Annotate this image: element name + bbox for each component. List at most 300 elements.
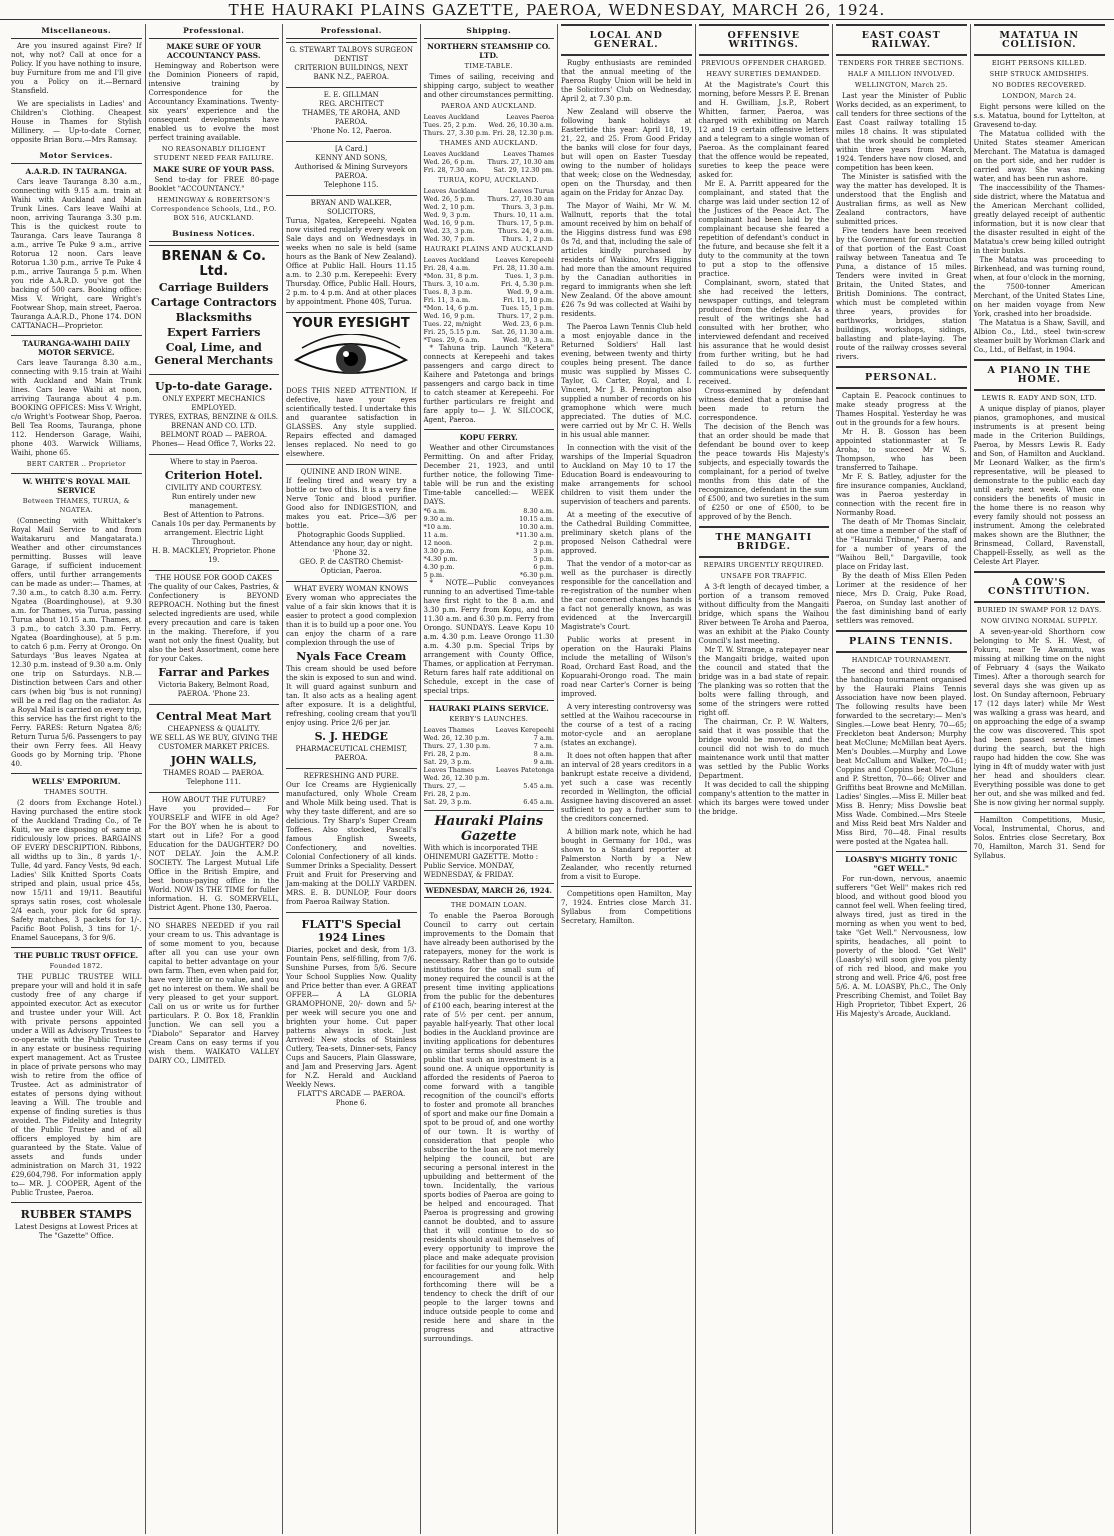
ad-body: The quality of our Cakes, Pastries, & Confectionery is BEYOND REPROACH. Nothing but the finest selected ingredients are used, while every precaution and care is taken in the making. Therefore, if you want not only the finest Quality, but also the best Assortment, come here for your Cakes. (148, 583, 279, 663)
timetable-row (424, 219, 555, 227)
ad-solicitors (286, 195, 417, 310)
ad-body: * Tahuna trip. Launch "Ketera" connects at Kerepeehi and takes passengers and cargo direct to Kaihere and Patetonga and brings passengers and cargo back in time to catch steamer at Kerepeehi. For further particulars re freight and fare apply to— J. W. SILCOCK, Agent, Paeroa. (423, 344, 554, 424)
ad-garage (149, 374, 280, 452)
timetable-cell: Wed. 30, 3 a.m. (502, 336, 554, 344)
article-subhead: UNSAFE FOR TRAFFIC. (720, 572, 807, 580)
ad-title: W. WHITE'S ROYAL MAIL SERVICE (22, 477, 130, 495)
timetable-cell: Leaves Thames (423, 726, 475, 734)
section-heading-motor-services: Motor Services. (11, 149, 142, 164)
timetable-cell: 10.30 a.m. (519, 523, 554, 531)
ad-line: Telephone 115. (324, 181, 379, 189)
ad-line: Cartage Contractors (150, 296, 277, 309)
timetable-cell: Wed. 26, 5 p.m. (423, 195, 475, 203)
ad-title: MAKE SURE OF YOUR ACCOUNTANCY PASS. (166, 42, 262, 60)
timetable-row (424, 734, 555, 742)
timetable-cell: *6.30 p.m. (519, 571, 554, 579)
section-heading-east-coast-railway: EAST COAST RAILWAY. (836, 24, 967, 56)
ad-line: Expert Farriers (167, 326, 261, 339)
timetable-cell: Leaves Turua (509, 187, 554, 195)
timetable-cell: Thurs. 3, 10 a.m. (423, 280, 480, 288)
timetable-cell: Thurs. 1, 2 p.m. (501, 235, 554, 243)
timetable-row (424, 563, 555, 571)
ad-body: Our Ice Creams are Hygienically manufactured, only Whole Cream and Whole Milk being used. That is why they taste different, and are so delicious. Try Sharp's Super Cream Toffees. Also stocked, Pascall's famous English Sweets, Confectionery, and novelties. Colonial Confectionery of all kinds. Summer Drinks a Speciality. Dessert Fruit and Fruit for Preserving and Jam-making at the DOLLY VARDEN. MRS. E. B. DUNLOP, Four doors from Paeroa Railway Station. (286, 781, 417, 906)
timetable-cell: Sat. 26, 11.30 a.m. (491, 328, 554, 336)
article-text: By the death of Miss Ellen Peden Lorimer at the residence of her niece, Mrs D. Craig, Puke Road, Paeroa, on Sunday last another of the fast diminishing band of early settlers was removed. (836, 572, 967, 625)
editorial-title: THE DOMAIN LOAN. (450, 901, 527, 909)
divider (11, 773, 142, 774)
article-subhead: NOW GIVING NORMAL SUPPLY. (980, 617, 1098, 625)
news-text: New Zealand will observe the following bank holidays at Eastertide this year: April 18, 19, 21, 22, and 25. From Good Friday the banks will close for four days, but will open on Easter Tuesday owing to the number of holidays that week; close on the Wednesday, open on the Thursday, and then again on the Friday for Anzac Day. (561, 108, 692, 197)
timetable-cell: Tues. 1, 3 p.m. (505, 272, 554, 280)
timetable-cell: Wed. 16, 9 p.m. (423, 219, 475, 227)
timetable-cell: Sat. 29, 3 p.m. (423, 758, 472, 766)
ad-line: REG. ARCHITECT (318, 100, 384, 108)
column-7 (833, 24, 971, 1534)
ad-future (149, 792, 280, 916)
timetable-cell: Leaves Patetonga (495, 766, 554, 774)
ad-title: BRENAN & Co. Ltd. (161, 249, 266, 279)
timetable-cell: 6 p.m. (533, 563, 554, 571)
news-paragraph (561, 636, 692, 699)
timetable-cell: Leaves Paeroa (506, 113, 554, 121)
news-text: The Paeroa Lawn Tennis Club held a most enjoyable dance in the Returned Soldiers' Hall last evening, between twenty and thirty couples being present. The dance music was supplied by Misses C. Taylor, G. Carter, Royal, and I. Vincent, Mr J. B. Pennington also supplied a number of records on his gramophone which were much appreciated. The duties of M.C. were carried out by Mr C. H. Wells in his usual able manner. (561, 323, 692, 439)
ad-line: NO REASONABLY DILIGENT STUDENT NEED FEAR FAILURE. (153, 145, 274, 162)
ad-body: This cream should be used before the skin is exposed to sun and wind. It will guard against sunburn and tan. It also acts as a healing agent after exposure. It is a delightful, refreshing, cooling cream that you'll enjoy using. Price 2/6 per jar. (286, 665, 417, 727)
ad-body: If feeling tired and weary try a bottle or two of this. It is a very fine Nerve Tonic and blood purifier. Good also for INDIGESTION, and makes you eat. Price—3/6 per bottle. (286, 477, 417, 530)
timetable-row (424, 758, 555, 766)
news-paragraph (561, 323, 692, 440)
timetable-row (424, 227, 555, 235)
timetable-row (424, 782, 555, 790)
column-6 (696, 24, 834, 1534)
ad-line: CHEAPNESS & QUALITY. (167, 725, 260, 733)
masthead: THE HAURAKI PLAINS GAZETTE, PAEROA, WEDNESDAY, MARCH 26, 1924. (0, 0, 1114, 20)
ad-title: NORTHERN STEAMSHIP CO. LTD. (427, 42, 551, 60)
ad-subtitle: THAMES SOUTH. (44, 788, 109, 796)
notice (974, 816, 1106, 861)
timetable-cell: Fri. 28, 4 a.m. (423, 264, 471, 272)
ad-footer: FLATT'S ARCADE — PAEROA. Phone 6. (297, 1090, 406, 1107)
ad-title: KOPU FERRY. (459, 433, 518, 442)
article-dateline: LONDON, March 24. (1002, 92, 1077, 100)
notice-text: Are you insured against Fire? If not, why not? Call at once for a Policy. If you have nothing to insure, buy Furniture from me and I'll give you a Policy on it.—Bernard Stansfield. (11, 42, 142, 95)
timetable-cell: Leaves Auckland (423, 150, 480, 158)
article-dateline: WELLINGTON, March 25. (854, 81, 948, 89)
timetable-cell: *Mon. 14, 6 p.m. (423, 304, 479, 312)
divider (11, 947, 142, 948)
news-text: A very interesting controversy was settled at the Waihou racecourse in the course of a test of a racing motor-cycle and an aeroplane (states an exchange). (561, 703, 692, 747)
news-text: A billion mark note, which he had bought in Germany for 10d., was shown to a Standard reporter at Palmerston North by a New Zealander, who recently returned from a visit to Europe. (561, 828, 692, 881)
timetable-cell: Wed. 30, 7 p.m. (423, 235, 475, 243)
timetable-cell: Sat. 29, 3 p.m. (423, 798, 472, 806)
article (974, 394, 1106, 567)
ad-title: WHAT EVERY WOMAN KNOWS (293, 585, 409, 593)
section-heading-business: Business Notices. (149, 227, 280, 242)
timetable-row (424, 288, 555, 296)
ad-subtitle: TIME-TABLE. (464, 62, 513, 70)
timetable-row (424, 187, 555, 195)
timetable-cell: Wed. 16, 9 p.m. (423, 312, 475, 320)
article-subhead: REPAIRS URGENTLY REQUIRED. (703, 561, 824, 569)
timetable-row (424, 129, 555, 137)
divider (424, 700, 555, 701)
article (974, 606, 1106, 808)
timetable-cell: Wed. 9, 9 a.m. (507, 288, 554, 296)
column-5 (558, 24, 696, 1534)
ad-where-to-stay (149, 454, 280, 568)
timetable-cell: Thurs. 27, 10.30 am (487, 195, 554, 203)
ad-cta: MAKE SURE OF YOUR PASS. (153, 165, 275, 174)
timetable-row (424, 121, 555, 129)
timetable-row (424, 166, 555, 174)
timetable-cell: Wed. 26, 10.30 a.m. (488, 121, 554, 129)
ad-line: Victoria Bakery, Belmont Road, PAEROA. 'Phone 23. (158, 681, 270, 698)
timetable-cell: 3 p.m. (533, 547, 554, 555)
news-paragraph (561, 202, 692, 319)
notice-text: We are specialists in Ladies' and Children's Clothing. Cheapest House in Thames for Stylish Millinery. — Up-to-date Corner, opposite Brian Boru.—Mrs Ramsay. (11, 100, 142, 144)
ad-refreshing (286, 768, 417, 910)
ad-body: Send to-day for FREE 80-page Booklet "ACCOUNTANCY." (148, 176, 279, 193)
timetable-row (424, 235, 555, 243)
ad-public-trust (11, 951, 142, 1198)
ad-title: WELLS' EMPORIUM. (32, 777, 121, 786)
timetable-row (424, 150, 555, 158)
timetable-cell: 5.45 a.m. (523, 782, 554, 790)
ad-line: Blacksmiths (175, 311, 252, 324)
ad-line: Coal, Lime, and General Merchants (154, 341, 273, 367)
ad-title: A.A.R.D. IN TAURANGA. (25, 167, 127, 176)
timetable-row (424, 798, 555, 806)
article-subhead: NO BODIES RECOVERED. (992, 81, 1087, 89)
ad-body: Weather and other Circumstances Permitting. On and after Friday, December 21, 1923, and until further notice, the following Time-table will be run and the existing Time-table cancelled:— WEEK DAYS. (423, 444, 554, 506)
news-text: At a meeting of the executive of the Cathedral Building Committee, preliminary sketch plans of the proposed Nelson Cathedral were approved. (561, 511, 692, 555)
ad-dairy (149, 918, 280, 1069)
timetable-turua (424, 187, 555, 243)
ad-body: Hemingway and Robertson were the Dominion Pioneers of rapid, intensive training by Correspondence for the Accountancy Examinations. Twenty-six years' experience and the consequent developments have enabled us to evolve the most perfect training available. (148, 62, 279, 142)
ad-brenan (149, 245, 280, 372)
article-text: It was decided to call the shipping company's attention to the matter in which its barges were towed under the bridge. (698, 781, 829, 816)
article-subhead: SHIP STRUCK AMIDSHIPS. (989, 70, 1089, 78)
timetable-row (424, 113, 555, 121)
article-text: Mr T. W. Strange, a ratepayer near the Mangaiti bridge, waited upon the council and stated that the bridge was in a bad state of repair. The planking was so rotten that the bolts were falling through, and some of the stringers were rotted right off. (698, 646, 829, 717)
ad-rubber-stamps (11, 1202, 142, 1244)
timetable-cell: 11 a.m. (423, 531, 449, 539)
ad-line: H. B. MACKLEY, Proprietor. Phone 19. (151, 547, 276, 564)
divider (424, 810, 555, 811)
section-heading-piano: A PIANO IN THE HOME. (974, 359, 1106, 391)
ad-tonic (836, 855, 967, 1019)
timetable-paeroa (424, 113, 555, 137)
news-text: It does not often happen that after an interval of 28 years creditors in a bankrupt estate receive a dividend, yet such a case was recently recorded in Wellington, the official Assignee having discovered an asset sufficient to pay a further sum to the creditors concerned. (561, 752, 692, 823)
ad-line: Run entirely under new management. (171, 493, 256, 510)
section-heading-personal: PERSONAL. (836, 366, 967, 389)
timetable-cell: Leaves Auckland (423, 113, 480, 121)
article-text: A seven-year-old Shorthorn cow belonging to Mr S. H. West, of Pokuru, near Te Awamutu, was missing at milking time on the night of February 4 (says the Waikato Times). After a thorough search for several days she was given up as lost. On Sunday afternoon, February 17 (12 days later) while Mr West was walking a grass was heard, and on approaching the edge of a swamp the cow was discovered. This spot had been passed several times during the search, but the high raupo had hidden the cow. She was lying in 4ft of muddy water with just her head and shoulders clear. Everything possible was done to get her out, and she was milked and fed. She is now giving her normal supply. (973, 628, 1105, 807)
article-text: Cross-examined by defendant witness denied that a promise had been made to return the correspondence. (698, 387, 829, 422)
ad-title: HAURAKI PLAINS SERVICE. (428, 704, 549, 713)
ad-meat-mart (149, 704, 280, 790)
ad-line: CIVILITY AND COURTESY. (165, 484, 263, 492)
news-paragraph (561, 560, 692, 632)
timetable-cell: Fri. 28, 12.30 p.m. (492, 129, 554, 137)
ad-title: THE HOUSE FOR GOOD CAKES (155, 574, 273, 582)
timetable-cell: 8.30 a.m. (523, 507, 554, 515)
timetable-row (424, 742, 555, 750)
notice-text: Hamilton Competitions, Music, Vocal, Instrumental, Chorus, and Solos. Entries close Secretary, Box 70, Hamilton, March 31. Send for Syllabus. (973, 816, 1105, 860)
article (836, 656, 967, 847)
timetable-cell: Leaves Kerepeehi (495, 256, 554, 264)
article-text: A 3-ft length of decayed timber, a portion of a transom removed without difficulty from the Mangaiti bridge, which spans the Waihou River between Te Aroha and Paeroa, was an exhibit at the Piako County Council's last meeting. (698, 583, 829, 645)
timetable-cell: Wed. 9, 3 p.m. (423, 211, 471, 219)
timetable-cell: Leaves Thames (503, 150, 554, 158)
ad-title: Up-to-date Garage. (154, 380, 273, 393)
article-text: Captain E. Peacock continues to make steady progress at the Thames Hospital. Yesterday he was out in the grounds for a few hours. (836, 392, 967, 427)
notice (11, 42, 142, 96)
eye-icon (292, 334, 410, 384)
article-text: The Minister is satisfied with the way the matter has developed. It is understood that the English and Australian firms, as well as New Zealand contractors, have submitted prices. (836, 173, 967, 226)
editorial-body: To enable the Paeroa Borough Council to carry out certain improvements to the Domain that have already been authorised by the ratepayers, money for the work is necessary. Rather than go to outside institutions for the small sum of money required the council is at the present time inviting applications from the public for the debentures of £100 each, bearing interest at the rate of 5½ per cent. per annum, payable half-yearly. That other local bodies in the Auckland province are inviting applications for debentures on similar terms should assure the public that such an investment is a sound one. A unique opportunity is afforded the residents of Paeroa to come forward with a tangible recognition of the council's efforts to foster and promote all branches of sport and make our fine Domain a spot to be proud of, and one worthy of our town. It is worthy of consideration that people who subscribe to the loan are not merely helping the council, but are securing a personal interest in the upbuilding and betterment of the town. Incidentally, the various sports bodies of Paeroa are going to be helped and encouraged. That Paeroa is progressing and growing cannot be doubted, and to assure that it will continue to do so residents should avail themselves of every opportunity to improve the place and make adequate provision for facilities for our young folk. With encouragement and help forthcoming there will be a tendency to check the drift of our people to the larger towns and induce outside people to come and reside here and share in the progress and attractive surroundings. (423, 912, 554, 1343)
timetable-row (424, 158, 555, 166)
section-heading-professional: Professional. (149, 24, 280, 39)
timetable-cell: *6 a.m. (423, 507, 448, 515)
ad-subtitle: KERBY'S LAUNCHES. (449, 715, 529, 723)
ad-title: BRYAN AND WALKER, SOLICITORS, (310, 199, 392, 216)
news-paragraph (561, 108, 692, 198)
article-text: Last year the Minister of Public Works decided, as an experiment, to call tenders for three sections of the East Coast railway totalling 15 miles 18 chains. It was stipulated that the work should be completed within three years from March, 1924. Tenders have now closed, and competition has been keen. (836, 92, 967, 172)
section-heading-miscellaneous: Miscellaneous. (11, 24, 142, 39)
timetable-row (424, 523, 555, 531)
divider (561, 886, 692, 887)
gazette-dateline: WEDNESDAY, MARCH 26, 1924. (424, 883, 555, 898)
ad-title: LOASBY'S MIGHTY TONIC "GET WELL." (845, 855, 958, 873)
ad-every-woman (286, 581, 417, 766)
timetable-cell: *11.30 a.m. (515, 531, 554, 539)
ad-body: Times of sailing, receiving and shipping cargo, subject to weather and other circumstances permitting. (423, 73, 554, 99)
ad-line: Canals 10s per day. Permanents by arrangement. Electric Light Throughout. (151, 520, 276, 546)
timetable-cell: Wed. 2, 10 p.m. (423, 203, 475, 211)
ad-tauranga-waihi (11, 339, 142, 469)
news-footer (561, 890, 692, 926)
ad-title: YOUR EYESIGHT (292, 316, 410, 331)
article-text: Mr H. B. Gosson has been appointed stationmaster at Te Aroha, to succeed Mr W. S. Thompson, who has been transferred to Taihape. (836, 428, 967, 472)
news-paragraph (561, 828, 692, 882)
timetable-row (424, 195, 555, 203)
ad-title: HOW ABOUT THE FUTURE? (161, 796, 266, 804)
timetable-cell: Thurs. 27, — (423, 782, 466, 790)
timetable-cell: Fri. 11, 10 p.m. (502, 296, 554, 304)
ad-surveyors (286, 141, 417, 193)
ad-aard (11, 167, 142, 331)
column-2 (146, 24, 284, 1534)
ad-line: Authorised & Mining Surveyors PAEROA. (294, 163, 408, 180)
gazette-motto: With which is incorporated THE OHINEMURI GAZETTE. Motto : Public Service. MONDAY, WEDNESDAY, & FRIDAY. (423, 844, 539, 879)
timetable-row (424, 280, 555, 288)
timetable-row (424, 328, 555, 336)
timetable-row (424, 336, 555, 344)
timetable-row (424, 312, 555, 320)
timetable-row (424, 320, 555, 328)
article (699, 561, 830, 817)
section-heading-shipping: Shipping. (424, 24, 555, 39)
news-text: In connection with the visit of the warships of the Imperial Squadron to Auckland on May 10 to 17 the Education Board is endeavouring to make arrangements for school children to visit them under the supervision of teachers and parents. (561, 444, 692, 506)
timetable-cell: 5 p.m. (533, 555, 554, 563)
ad-northern-steamship (424, 42, 555, 425)
article-subhead: PREVIOUS OFFENDER CHARGED. (701, 59, 827, 67)
news-text: Rugby enthusiasts are reminded that the annual meeting of the Paeroa Rugby Union will be held in the Solicitors' Club on Wednesday, April 2, at 7.30 p.m. (561, 59, 692, 103)
gazette-nameplate: Hauraki Plains Gazette (434, 814, 544, 844)
article-text: A unique display of pianos, player pianos, gramophones, and musical instruments is at present being made in the Criterion Buildings, Paeroa, by Messrs Lewis R. Eady and Son, of Hamilton and Auckland. Mr Leonard Walker, as the firm's representative, will be pleased to demonstrate to the public each day until early next week. When one considers the benefits of music in the home there is no reason why every family should not possess an instrument. Among the celebrated makes shown are the Bluthner, the Brinsmead, Collard, Ravenstall, Chappell-Esselly, as well as the Celeste Art Player. (973, 405, 1105, 566)
timetable-cell: Sat. 29, 12.30 pm. (493, 166, 554, 174)
column-1 (8, 24, 146, 1534)
timetable-cell: Tues. 22, m/night (423, 320, 482, 328)
ad-kopu-ferry (424, 433, 555, 696)
timetable-cell: *10 a.m. (423, 523, 452, 531)
article-text: The decision of the Bench was that an order should be made that defendant be bound over to keep the peace towards His Majesty's subjects, and especially towards the complainant, for a period of twelve months from this date of the recognizance, defendant in the sum of £500, and two sureties in the sum of £250 or one of £500, to be approved of by the Bench. (698, 423, 829, 521)
ad-body: Turua, Ngatea, Kerepeehi. Ngatea now visited regularly every week on Sale days and on Wednesdays in weeks when no sale is held (same hours as the Bank of New Zealand). Office at Public Hall. Hours 11.15 a.m. to 2.30 p.m. Kerepeehi: Every Thursday. Office, Public Hall. Hours, 2 p.m. to 4 p.m. And at other places by appointment. Phone 40S, Turua. (286, 217, 417, 306)
timetable-row (424, 774, 555, 782)
timetable-cell: Fri. 4, 5.30 p.m. (500, 280, 554, 288)
timetable-row (424, 296, 555, 304)
timetable-row (424, 571, 555, 579)
timetable-row (424, 211, 555, 219)
timetable-cell: 7 a.m. (533, 742, 554, 750)
route-title: PAEROA AND AUCKLAND. (440, 102, 537, 110)
newspaper-columns (8, 24, 1108, 1534)
ad-title: E. E. GILLMAN (323, 91, 379, 99)
ad-architect (286, 87, 417, 139)
divider (11, 335, 142, 336)
ad-line: BELMONT ROAD — PAEROA. (160, 431, 267, 439)
ad-title: FLATT'S Special 1924 Lines (301, 918, 401, 944)
ad-body: Cars leave Tauranga 8.30 a.m., connecting with 9.15 a.m. train at Waihi with Auckland and Main Trunk Lines. Cars leave Waihi at noon, arriving Tauranga 3.30 p.m. This is the quickest route to Tauranga. Cars leave Tauranga 8 a.m., arrive Te Puke 9 a.m., arrive Rotorua 12 noon. Cars leave Rotorua 1.30 p.m., arrive Te Puke 4 p.m., arrive Tauranga 5 p.m. When you ride A.A.R.D. you've got the backing of 500 cars. Booking office: Miss V. Wright, care Wright's Footwear Shop, main street, Paeroa. Tauranga A.A.R.D., Phone 174. DON CATTANACH—Proprietor. (11, 178, 142, 330)
divider (836, 851, 967, 852)
timetable-cell: Wed. 26, 12.30 p.m. (423, 774, 490, 782)
timetable-cell: Wed. 26, 12.30 p.m. (423, 734, 490, 742)
timetable-row (424, 507, 555, 515)
timetable-thames (424, 150, 555, 174)
timetable-cell: Tues. 8, 3 p.m. (423, 288, 473, 296)
section-heading-mangaiti-bridge: THE MANGAITI BRIDGE. (699, 526, 830, 558)
route-title: THAMES AND AUCKLAND. (439, 139, 538, 147)
ad-line: TYRES, EXTRAS, BENZINE & OILS. (149, 413, 279, 421)
ad-firm: HEMINGWAY & ROBERTSON'S Correspondence Schools, Ltd., P.O. BOX 516, AUCKLAND. (150, 196, 277, 222)
ad-subtitle: Latest Designs at Lowest Prices at The "Gazette" Office. (14, 1223, 138, 1240)
ad-subtitle: Between THAMES, TURUA, & NGATEA. (22, 497, 130, 514)
ad-line: JOHN WALLS, (170, 754, 257, 767)
timetable-row (424, 750, 555, 758)
ad-accountancy (149, 42, 280, 223)
article (699, 59, 830, 522)
article-text: Mr E. A. Parritt appeared for the complainant, and stated that the charge was laid under section 12 of the Justices of the Peace Act. The complainant had been laid by the complainant because she feared a repetition of defendant's conduct in the future, and because she felt it a duty to the community at the town to put a stop to the offensive practice. (698, 180, 829, 278)
ad-name: S. J. HEDGE (314, 730, 388, 743)
ad-good-cakes (149, 570, 280, 702)
news-paragraph (561, 752, 692, 824)
timetable-cell: 9.30 a.m. (423, 515, 455, 523)
article-text: Eight persons were killed on the s.s. Matatua, bound for Lyttelton, at Gravesend to-day. (973, 103, 1105, 129)
timetable-row (424, 264, 555, 272)
ad-line: PHARMACEUTICAL CHEMIST, PAEROA. (295, 745, 408, 762)
timetable-cell: 7 a.m. (533, 734, 554, 742)
ad-line: CRITERION BUILDINGS, NEXT BANK N.Z., PAEROA. (294, 64, 409, 81)
timetable-row (424, 256, 555, 264)
article-text: Five tenders have been received by the Government for construction of that portion of the East Coast railway between Taneatua and Te Puna, a distance of 15 miles. Tenders were invited in Great Britain, the United States, and British Dominions. The contract, which must be completed within three years, provides for earthworks, bridges, station buildings, workshops, sidings, ballasting and plate-laying. The route of the railway crosses several rivers. (836, 227, 967, 361)
ad-heading: Where to stay in Paeroa. (170, 458, 258, 466)
timetable-row (424, 726, 555, 734)
section-heading-plains-tennis: PLAINS TENNIS. (836, 630, 967, 653)
timetable-cell: Fri. 28, 2 p.m. (423, 790, 471, 798)
timetable-row (424, 272, 555, 280)
route-title: HAURAKI PLAINS AND AUCKLAND (424, 245, 554, 253)
section-heading-professional: Professional. (286, 24, 417, 39)
timetable-cell: Thurs. 3, 3 p.m. (501, 203, 554, 211)
timetable-cell: Fri. 28, 11.30 a.m. (492, 264, 554, 272)
news-paragraph (561, 444, 692, 507)
timetable-cell: 4.30 p.m. (423, 563, 455, 571)
ad-line: Carriage Builders (158, 281, 269, 294)
article-text: The inaccessibility of the Thames-side district, where the Matatua and the American Merchant collided, greatly delayed receipt of authentic information, but it is now clear that the disaster resulted in eight of the Matatua's crew being killed outright in their bunks. (973, 184, 1105, 255)
section-heading-local-general: LOCAL AND GENERAL. (561, 24, 692, 56)
ad-line: BRENAN AND CO. LTD. (170, 422, 257, 430)
timetable-hauraki (424, 256, 555, 344)
ad-title: THE PUBLIC TRUST OFFICE. (14, 951, 139, 960)
article-text: The Matatua is a Shaw, Savill, and Albion Co., Ltd., steel twin-screw steamer built by Workman Clark and Co., Ltd., of Belfast, in 1904. (973, 319, 1105, 354)
article-subhead: HALF A MILLION INVOLVED. (847, 70, 955, 78)
ad-line: WE SELL AS WE BUY, GIVING THE CUSTOMER MARKET PRICES. (149, 734, 278, 751)
article-text: The Matatua was proceeding to Birkenhead, and was turning round, when, at four o'clock in the morning, the 7500-tonner American Merchant, of the United States Line, on her maiden voyage from New York, crashed into her broadside. (973, 256, 1105, 318)
article (836, 59, 967, 362)
timetable-cell: Wed. 26, 6 p.m. (423, 158, 475, 166)
column-3 (283, 24, 421, 1534)
ad-body: THE PUBLIC TRUSTEE WILL prepare your will and hold it in safe custody free of any charge if appointed executor. Act as executor and trustee under your Will. Act with private persons appointed under a Will as Advisory Trustees to co-operate with the Public Trustee in any estate or business requiring expert management. Act as Trustee in place of private persons who may wish to retire from the office of Trustee. Act as administrator of estates of persons dying without leaving a Will. The trouble and expense of finding sureties is thus avoided. The Fidelity and Integrity of the Public Trustee and of all officers employed by him are guaranteed by the State. Value of assets and funds under administration on March 31, 1922 £29,604,798. For information apply to— MR. J. COOPER, Agent of the Public Trustee, Paeroa. (11, 973, 142, 1197)
timetable-cell: Thurs. 27, 10.30 am (487, 158, 554, 166)
ad-body: Diaries, pocket and desk, from 1/3. Fountain Pens, self-filling, from 7/6. Sunshine Purses, from 5/6. Secure Your School Supplies Now. Quality and Price better than ever. A GREAT OFFER— A LA GLORIA GRAMOPHONE, 20/- down and 5/- per week will secure you one and brighten your home. Cut paper patterns always in stock. Just Arrived: New stocks of Stainless Cutlery, Tea-sets, Dinner-sets, Fancy Cups and Saucers, Plain Glassware, and Jam and Preserving Jars. Agent for N.Z. Herald and Auckland Weekly News. (286, 946, 417, 1089)
ad-line: Best of Attention to Patrons. (163, 511, 265, 519)
ad-line: THAMES, TE AROHA, AND PAEROA. (302, 109, 401, 126)
timetable-row (424, 555, 555, 563)
timetable-kerby (424, 726, 555, 806)
timetable-row (424, 547, 555, 555)
article-subhead: HEAVY SURETIES DEMANDED. (706, 70, 822, 78)
ad-line: [A Card.] (335, 145, 368, 153)
timetable-row (424, 515, 555, 523)
ad-line: Photographic Goods Supplied. Attendance any hour, day or night. 'Phone 32. (289, 531, 413, 557)
news-text: Competitions open Hamilton, May 7, 1924. Entries close March 31. Syllabus from Competitions Secretary, Hamilton. (561, 890, 692, 925)
timetable-cell: Thurs. 27, 1.30 p.m. (423, 742, 491, 750)
news-text: The Mayor of Waihi, Mr W. M. Wallnutt, reports that the total amount received by him on behalf of the Higgins distress fund was £98 0s 7d, and that, including the sale of articles kindly purchased by residents of Waikino, Mrs Higgins had more than the amount required by the Canadian authorities in regard to immigrants when she left New Zealand. Of the above amount £26 7s 9d was collected at Waihi by residents. (561, 202, 692, 318)
timetable-cell: Leaves Auckland (423, 187, 480, 195)
article-text: At the Magistrate's Court this morning, before Messrs P. E. Brenan and H. Gwilliam, J.s.P., Robert Whitten, farmer, Paeroa, was charged with exhibiting on March 12 and 19 certain offensive letters and a telegram to a single woman of Paeroa. As the complainant feared that the offence would be repeated, sureties to keep the peace were asked for. (698, 81, 829, 179)
timetable-cell: Leaves Kerepeehi (495, 726, 554, 734)
timetable-row (424, 304, 555, 312)
ad-title: G. STEWART TALBOYS SURGEON DENTIST (289, 46, 413, 63)
ad-title: TAURANGA-WAIHI DAILY MOTOR SERVICE. (22, 339, 131, 357)
ad-title: Central Meat Mart (156, 710, 272, 723)
timetable-cell: Fri. 28, 2 p.m. (423, 750, 471, 758)
ad-body: NO SHARES NEEDED if you rail your cream to us. This advantage is of some moment to you, because after all you can use your own capital to better advantage on your own farm. Then, even when paid for, have very little or no value, and you get no interest on them. We shall be very pleased to get your support. Call on us or write us for further particulars. P. O. Box 18, Franklin Junction. We can sell you a "Diabolo" Separator and Harvey Cream Cans on easy terms if you wish them. WAIKATO VALLEY DAIRY CO., LIMITED. (148, 922, 279, 1065)
ad-title: RUBBER STAMPS (20, 1208, 132, 1221)
article-subhead: LEWIS R. EADY AND SON, LTD. (981, 394, 1097, 402)
article-subhead: BURIED IN SWAMP FOR 12 DAYS. (977, 606, 1102, 614)
timetable-cell: Thurs. 17, 2 p.m. (497, 312, 554, 320)
section-heading-offensive-writings: OFFENSIVE WRITINGS. (699, 24, 830, 56)
timetable-row (424, 539, 555, 547)
ad-title: QUININE AND IRON WINE. (300, 468, 402, 476)
ad-body: DOES THIS NEED ATTENTION. If defective, have your eyes scientifically tested. I undertake this and guarantee satisfaction in GLASSES. Any style supplied. Repairs effected and damaged lenses replaced. No need to go elsewhere. (286, 387, 417, 458)
timetable-row (424, 531, 555, 539)
ad-name: Farrar and Parkes (158, 666, 270, 679)
timetable-cell: Thurs. 10, 11 a.m. (493, 211, 554, 219)
article-text: Complainant, sworn, stated that she had received the letters, newspaper cuttings, and telegram produced from the defendant. As a result of the writings she had consulted with her brother, who interviewed defendant and received his assurance that he would desist from further writing, but he had failed to do so, as further communications were subsequently received. (698, 279, 829, 386)
